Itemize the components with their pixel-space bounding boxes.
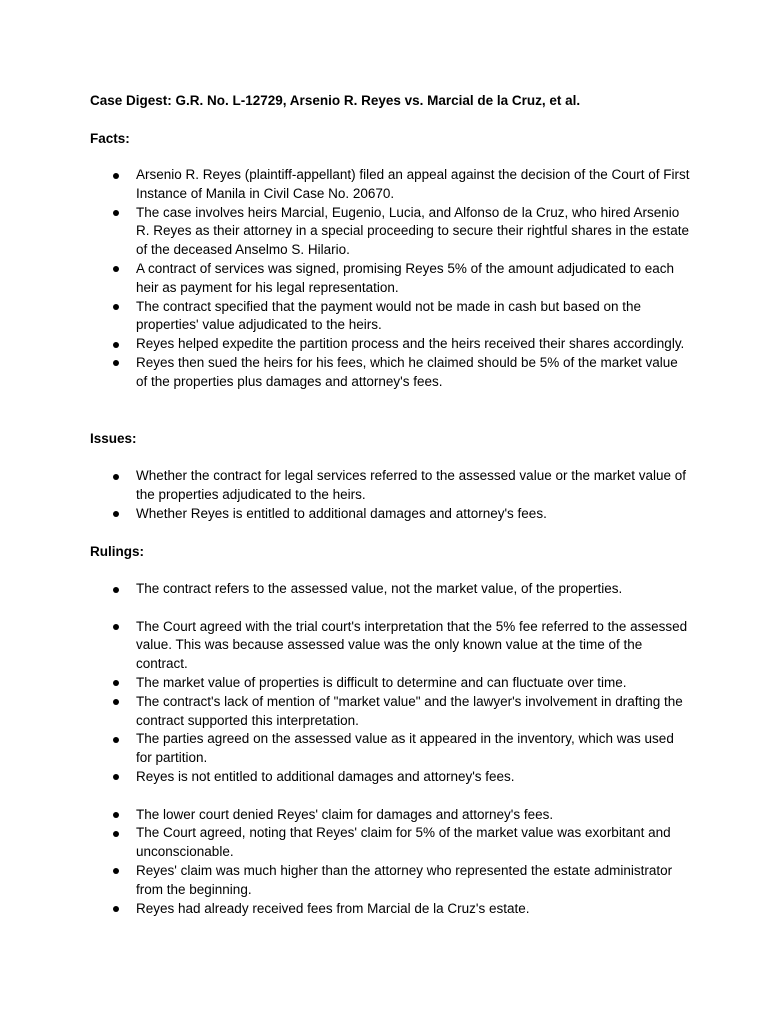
rulings-list xyxy=(90,580,690,918)
list-item xyxy=(90,505,690,524)
bullet-icon xyxy=(113,342,119,348)
list-item xyxy=(90,806,690,825)
list-item xyxy=(90,730,690,768)
rulings-heading: Rulings: xyxy=(90,544,144,559)
document-title: Case Digest: G.R. No. L-12729, Arsenio R. Reyes vs. Marcial de la Cruz, et al. xyxy=(90,93,581,108)
list-item xyxy=(90,900,690,919)
list-item-text: The contract specified that the payment would not be made in cash but based on the properties' value adjudicated to the heirs. xyxy=(136,298,642,333)
list-item xyxy=(90,618,690,674)
list-item xyxy=(90,166,690,204)
list-item xyxy=(90,298,690,336)
bullet-icon xyxy=(113,906,119,912)
list-item xyxy=(90,335,690,354)
list-item-text: The case involves heirs Marcial, Eugenio, Lucia, and Alfonso de la Cruz, who hired Arsenio R. Reyes as their attorney in a special proceeding to secure their rightful shares in the estate of the deceased Anselmo S. Hilario. xyxy=(136,204,690,258)
bullet-icon xyxy=(113,812,119,818)
list-item-text: Arsenio R. Reyes (plaintiff-appellant) filed an appeal against the decision of the Court of First Instance of Manila in Civil Case No. 20670. xyxy=(136,167,690,201)
bullet-icon xyxy=(113,587,119,593)
bullet-icon xyxy=(113,210,119,216)
facts-list xyxy=(90,166,690,392)
list-item-text: Whether Reyes is entitled to additional damages and attorney's fees. xyxy=(136,505,547,521)
list-item xyxy=(90,354,690,392)
list-item-text: Reyes helped expedite the partition process and the heirs received their shares accordingly. xyxy=(136,336,685,352)
list-item xyxy=(90,580,690,599)
list-item xyxy=(90,674,690,693)
list-item xyxy=(90,693,690,731)
facts-heading: Facts: xyxy=(90,131,130,146)
bullet-icon xyxy=(113,680,119,686)
bullet-icon xyxy=(113,831,119,837)
list-item-text: Reyes is not entitled to additional damages and attorney's fees. xyxy=(136,768,515,784)
list-item-text: Reyes' claim was much higher than the attorney who represented the estate administrator from the beginning. xyxy=(136,862,673,897)
bullet-icon xyxy=(113,511,119,517)
issues-heading: Issues: xyxy=(90,431,137,446)
bullet-icon xyxy=(113,624,119,630)
issues-list xyxy=(90,467,690,523)
list-item xyxy=(90,862,690,900)
list-item xyxy=(90,768,690,787)
bullet-icon xyxy=(113,868,119,874)
list-item-text: The parties agreed on the assessed value as it appeared in the inventory, which was used for partition. xyxy=(136,731,674,766)
bullet-icon xyxy=(113,774,119,780)
list-item-text: The market value of properties is difficult to determine and can fluctuate over time. xyxy=(136,674,627,690)
bullet-icon xyxy=(113,737,119,743)
bullet-icon xyxy=(113,304,119,310)
list-item-text: Whether the contract for legal services referred to the assessed value or the market value of the properties adjudicated to the heirs. xyxy=(136,468,687,502)
bullet-icon xyxy=(113,699,119,705)
list-item-text: The contract's lack of mention of "market value" and the lawyer's involvement in drafting the contract supported this interpretation. xyxy=(136,693,683,728)
list-item-text: Reyes had already received fees from Marcial de la Cruz's estate. xyxy=(136,900,530,916)
list-item-text: A contract of services was signed, promising Reyes 5% of the amount adjudicated to each heir as payment for his legal representation. xyxy=(136,260,675,295)
bullet-icon xyxy=(113,360,119,366)
bullet-icon xyxy=(113,173,119,179)
list-item-text: The Court agreed with the trial court's interpretation that the 5% fee referred to the assessed value. This was because assessed value was the only known value at the time of the contract. xyxy=(136,618,688,672)
list-item xyxy=(90,260,690,298)
bullet-icon xyxy=(113,266,119,272)
list-item-text: The Court agreed, noting that Reyes' claim for 5% of the market value was exorbitant and unconscionable. xyxy=(136,825,671,860)
list-item xyxy=(90,467,690,505)
list-item-text: Reyes then sued the heirs for his fees, which he claimed should be 5% of the market value of the properties plus damages and attorney's fees. xyxy=(136,354,678,389)
list-item xyxy=(90,204,690,260)
list-item xyxy=(90,824,690,862)
list-item-text: The lower court denied Reyes' claim for damages and attorney's fees. xyxy=(136,806,554,822)
list-item-text: The contract refers to the assessed value, not the market value, of the properties. xyxy=(136,581,623,596)
bullet-icon xyxy=(113,474,119,480)
